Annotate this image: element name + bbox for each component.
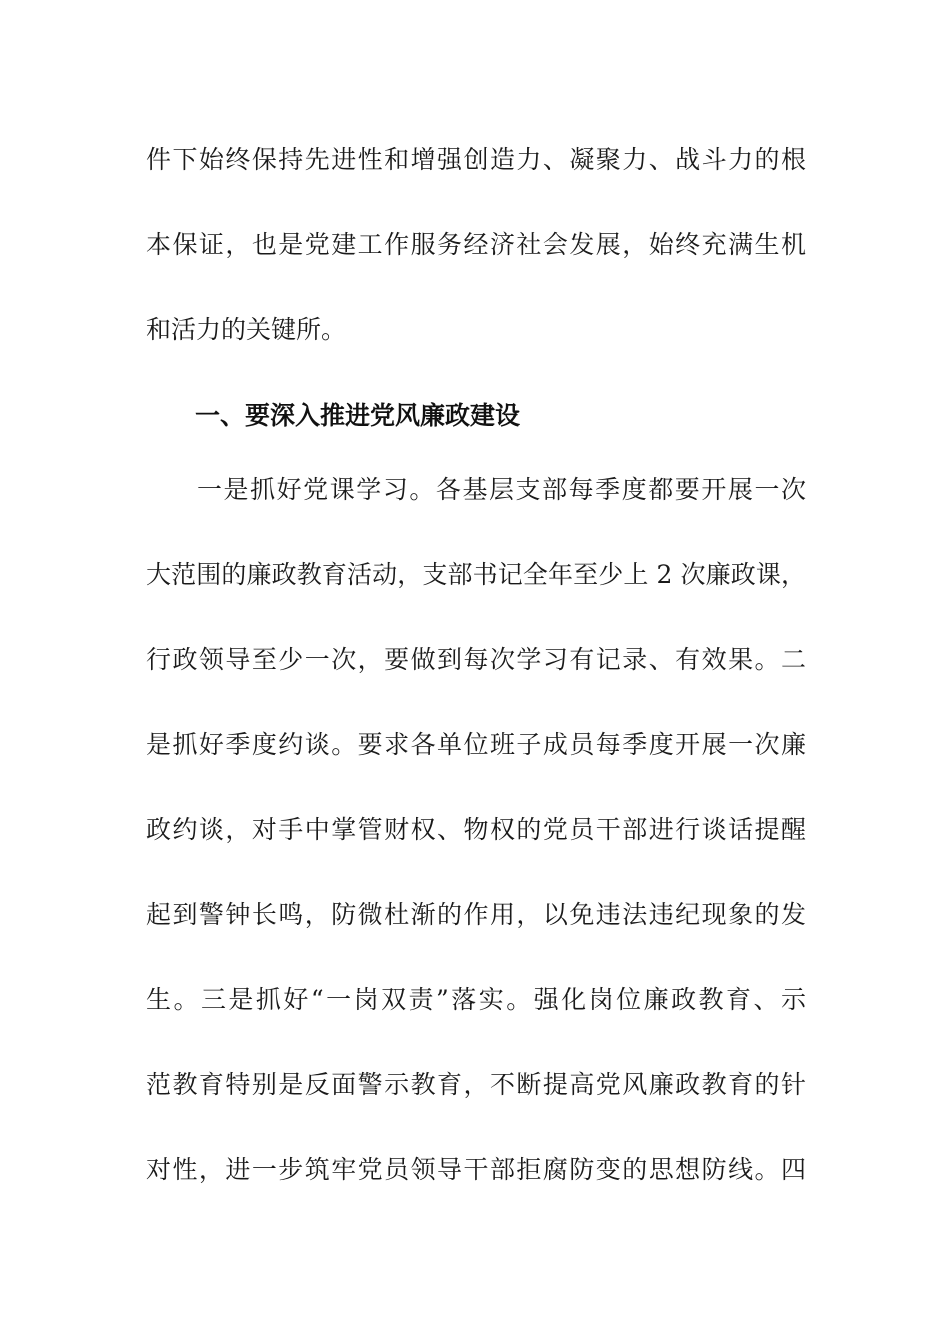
text-line: 大范围的廉政教育活动，支部书记全年至少上 2 次廉政课，: [146, 560, 806, 589]
text-line: 一是抓好党课学习。各基层支部每季度都要开展一次: [197, 475, 806, 504]
text-line: 生。三是抓好“一岗双责”落实。强化岗位廉政教育、示: [146, 985, 806, 1014]
text-line: 件下始终保持先进性和增强创造力、凝聚力、战斗力的根: [146, 145, 806, 174]
text-line: 对性，进一步筑牢党员领导干部拒腐防变的思想防线。四: [146, 1155, 806, 1184]
text-line: 起到警钟长鸣，防微杜渐的作用，以免违法违纪现象的发: [146, 900, 806, 929]
text-line: 范教育特别是反面警示教育，不断提高党风廉政教育的针: [146, 1070, 806, 1099]
text-line: 政约谈，对手中掌管财权、物权的党员干部进行谈话提醒: [146, 815, 806, 844]
section-heading: 一、要深入推进党风廉政建设: [195, 401, 521, 430]
text-line: 行政领导至少一次，要做到每次学习有记录、有效果。二: [146, 645, 806, 674]
text-line: 本保证，也是党建工作服务经济社会发展，始终充满生机: [146, 230, 806, 259]
text-line: 是抓好季度约谈。要求各单位班子成员每季度开展一次廉: [146, 730, 806, 759]
text-line: 和活力的关键所。: [146, 315, 347, 344]
